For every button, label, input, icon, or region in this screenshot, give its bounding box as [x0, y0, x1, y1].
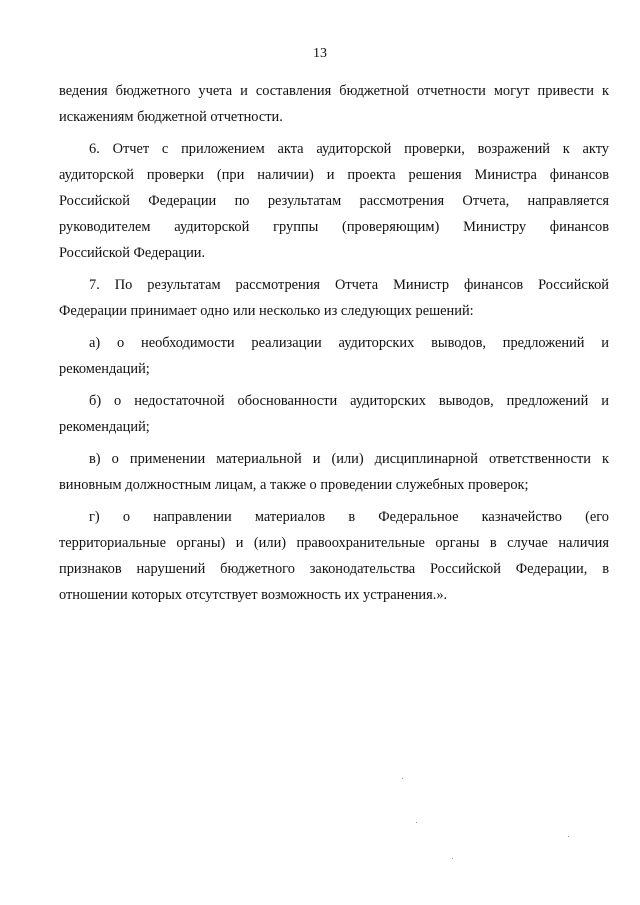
text-line: в) о применении материальной и (или) дисциплинарной ответственности к — [89, 451, 609, 467]
document-body — [59, 78, 609, 608]
text-line: рекомендаций; — [59, 419, 150, 435]
scan-speck — [416, 822, 417, 823]
paragraph-subitem-v — [59, 446, 609, 498]
text-line: признаков нарушений бюджетного законодательства Российской Федерации, в — [59, 561, 609, 577]
text-line: б) о недостаточной обоснованности аудиторских выводов, предложений и — [89, 393, 609, 409]
text-line: ведения бюджетного учета и составления бюджетной отчетности могут привести к — [59, 83, 609, 99]
text-line: а) о необходимости реализации аудиторских выводов, предложений и — [89, 335, 609, 351]
text-line: 6. Отчет с приложением акта аудиторской проверки, возражений к акту — [89, 141, 609, 157]
scan-speck — [568, 836, 569, 837]
text-line: виновным должностным лицам, а также о проведении служебных проверок; — [59, 477, 529, 493]
text-line: 7. По результатам рассмотрения Отчета Министр финансов Российской — [89, 277, 609, 293]
text-line: аудиторской проверки (при наличии) и проекта решения Министра финансов — [59, 167, 609, 183]
text-line: Российской Федерации по результатам рассмотрения Отчета, направляется — [59, 193, 609, 209]
text-line: отношении которых отсутствует возможность их устранения.». — [59, 587, 448, 603]
scan-speck — [452, 858, 453, 859]
paragraph-continuation — [59, 78, 609, 130]
text-line: рекомендаций; — [59, 361, 150, 377]
paragraph-item-7 — [59, 272, 609, 324]
text-line: территориальные органы) и (или) правоохранительные органы в случае наличия — [59, 535, 609, 551]
paragraph-subitem-b — [59, 388, 609, 440]
text-line: Российской Федерации. — [59, 245, 206, 261]
text-line: г) о направлении материалов в Федеральное казначейство (его — [89, 509, 609, 525]
scan-speck — [402, 778, 403, 779]
text-line: руководителем аудиторской группы (проверяющим) Министру финансов — [59, 219, 609, 235]
text-line: искажениям бюджетной отчетности. — [59, 109, 283, 125]
paragraph-subitem-g — [59, 504, 609, 608]
paragraph-item-6 — [59, 136, 609, 266]
text-line: Федерации принимает одно или несколько из следующих решений: — [59, 303, 474, 319]
page-number: 13 — [313, 46, 327, 61]
paragraph-subitem-a — [59, 330, 609, 382]
